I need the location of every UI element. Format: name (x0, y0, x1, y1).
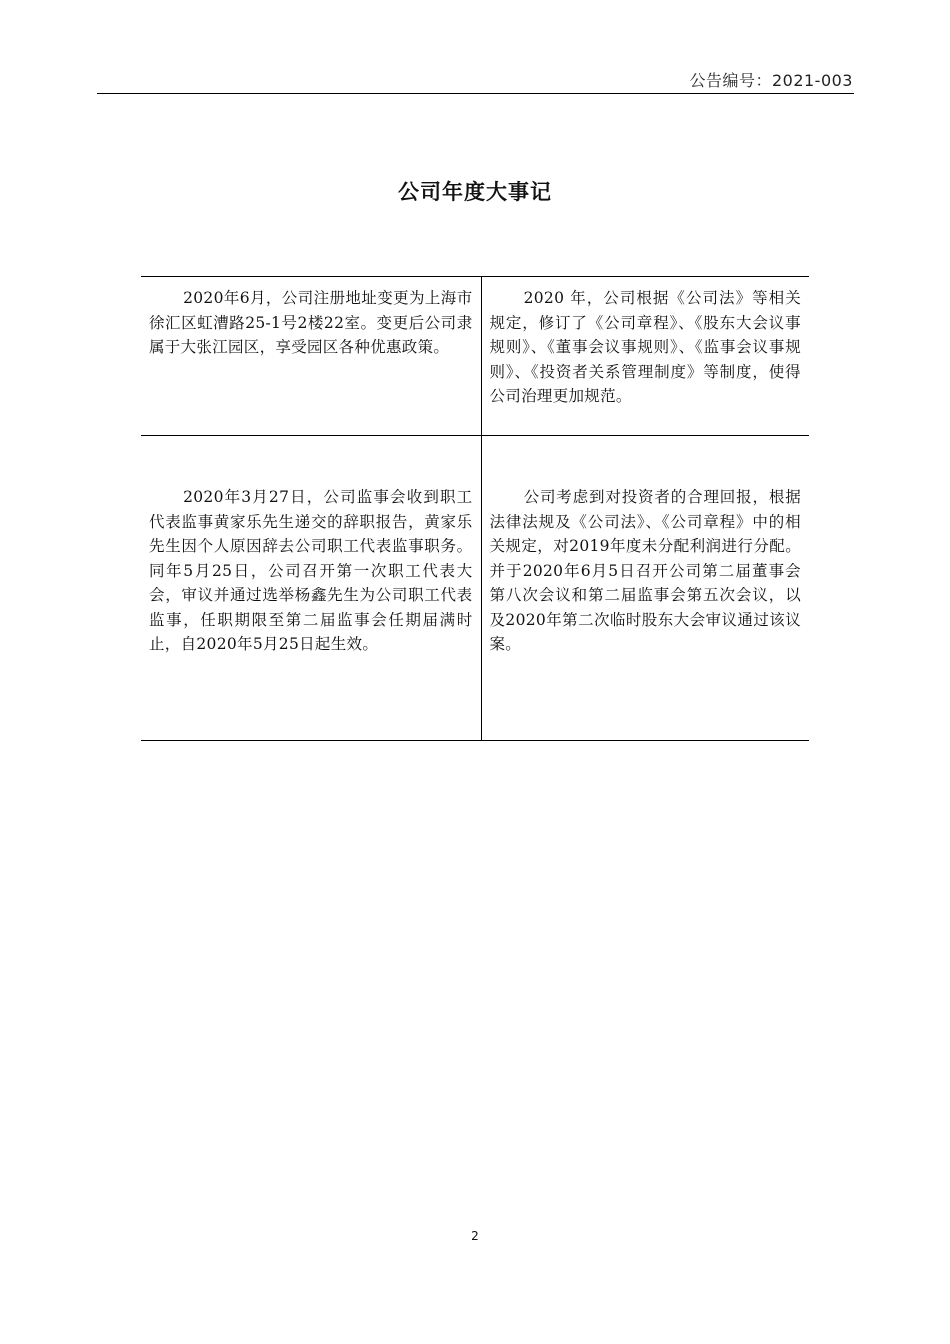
event-address-change: 2020年6月，公司注册地址变更为上海市徐汇区虹漕路25-1号2楼22室。变更后公司隶属于大张江园区，享受园区各种优惠政策。 (149, 289, 473, 356)
event-supervisor-change: 2020年3月27日，公司监事会收到职工代表监事黄家乐先生递交的辞职报告，黄家乐先生因个人原因辞去公司职工代表监事职务。同年5月25日，公司召开第一次职工代表大会，审议并通过选举杨鑫先生为公司职工代表监事，任职期限至第二届监事会任期届满时止，自2020年5月25日起生效。 (149, 488, 473, 653)
announcement-number: 公告编号：2021-003 (689, 71, 853, 90)
table-cell (141, 436, 481, 741)
page-title: 公司年度大事记 (398, 180, 552, 204)
event-governance-rules: 2020 年，公司根据《公司法》等相关规定，修订了《公司章程》、《股东大会议事规则》、《董事会议事规则》、《监事会议事规则》、《投资者关系管理制度》等制度，使得公司治理更加规范。 (489, 289, 801, 405)
table-cell (481, 436, 809, 741)
events-table (141, 276, 809, 741)
header-divider (97, 93, 854, 94)
table-row (141, 436, 809, 741)
table-cell (481, 277, 809, 436)
table-cell (141, 277, 481, 436)
event-profit-distribution: 公司考虑到对投资者的合理回报，根据法律法规及《公司法》、《公司章程》中的相关规定，对2019年度未分配利润进行分配。并于2020年6月5日召开公司第二届董事会第八次会议和第二届监事会第五次会议，以及2020年第二次临时股东大会审议通过该议案。 (489, 488, 801, 653)
table-row (141, 277, 809, 436)
page-number: 2 (471, 1229, 479, 1243)
